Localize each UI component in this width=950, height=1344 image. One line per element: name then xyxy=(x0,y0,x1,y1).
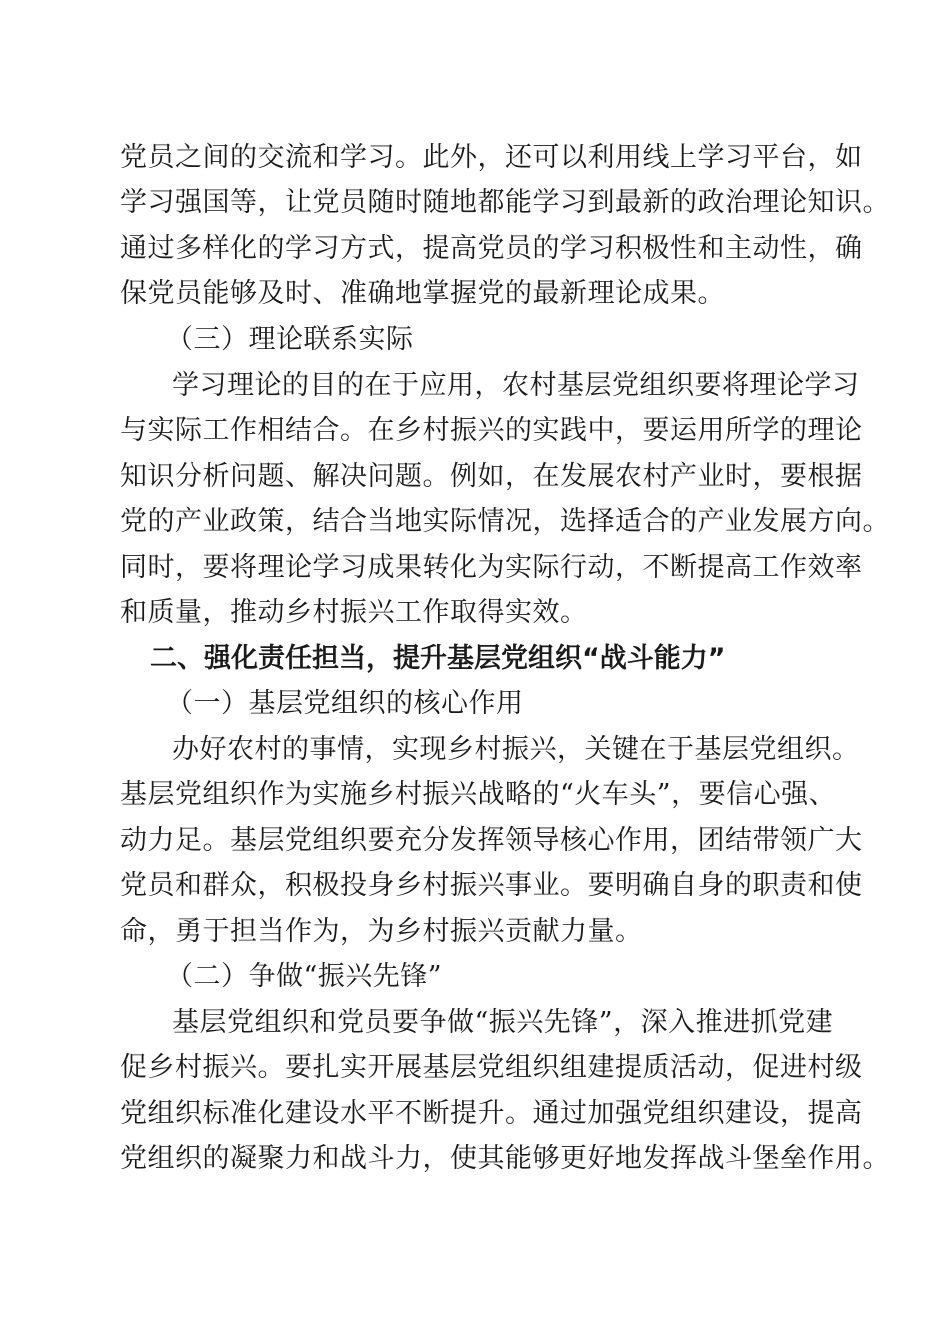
paragraph-line: 知识分析问题、解决问题。例如，在发展农村产业时，要根据 xyxy=(120,461,863,492)
paragraph-line: 命，勇于担当作为，为乡村振兴贡献力量。 xyxy=(120,916,643,947)
paragraph-line: 和质量，推动乡村振兴工作取得实效。 xyxy=(120,597,588,628)
paragraph-line: 学习强国等，让党员随时随地都能学习到最新的政治理论知识。 xyxy=(120,187,890,218)
section-subheading: （二）争做“振兴先锋” xyxy=(166,961,443,992)
paragraph-line: 党员和群众，积极投身乡村振兴事业。要明确自身的职责和使 xyxy=(120,870,863,901)
paragraph-line: 动力足。基层党组织要充分发挥领导核心作用，团结带领广大 xyxy=(120,825,863,856)
paragraph-line: 促乡村振兴。要扎实开展基层党组织组建提质活动，促进村级 xyxy=(120,1052,863,1083)
paragraph-line: 保党员能够及时、准确地掌握党的最新理论成果。 xyxy=(120,278,725,309)
paragraph-line: 通过多样化的学习方式，提高党员的学习积极性和主动性，确 xyxy=(120,233,863,264)
paragraph-line: 与实际工作相结合。在乡村振兴的实践中，要运用所学的理论 xyxy=(120,415,863,446)
paragraph-line: 党员之间的交流和学习。此外，还可以利用线上学习平台，如 xyxy=(120,142,863,173)
paragraph-line: 同时，要将理论学习成果转化为实际行动，不断提高工作效率 xyxy=(120,552,863,583)
paragraph-line: 党组织标准化建设水平不断提升。通过加强党组织建设，提高 xyxy=(120,1098,863,1129)
paragraph-line: 基层党组织作为实施乡村振兴战略的“火车头”，要信心强、 xyxy=(120,779,837,810)
paragraph-line: 党组织的凝聚力和战斗力，使其能够更好地发挥战斗堡垒作用。 xyxy=(120,1143,890,1174)
section-subheading: （一）基层党组织的核心作用 xyxy=(166,688,524,719)
section-subheading: （三）理论联系实际 xyxy=(166,324,414,355)
paragraph-line: 办好农村的事情，实现乡村振兴，关键在于基层党组织。 xyxy=(172,734,860,765)
paragraph-line: 基层党组织和党员要争做“振兴先锋”，深入推进抓党建 xyxy=(172,1007,834,1038)
paragraph-line: 学习理论的目的在于应用，农村基层党组织要将理论学习 xyxy=(172,370,860,401)
paragraph-line: 党的产业政策，结合当地实际情况，选择适合的产业发展方向。 xyxy=(120,506,890,537)
section-heading: 二、强化责任担当，提升基层党组织“战斗能力” xyxy=(150,643,726,674)
